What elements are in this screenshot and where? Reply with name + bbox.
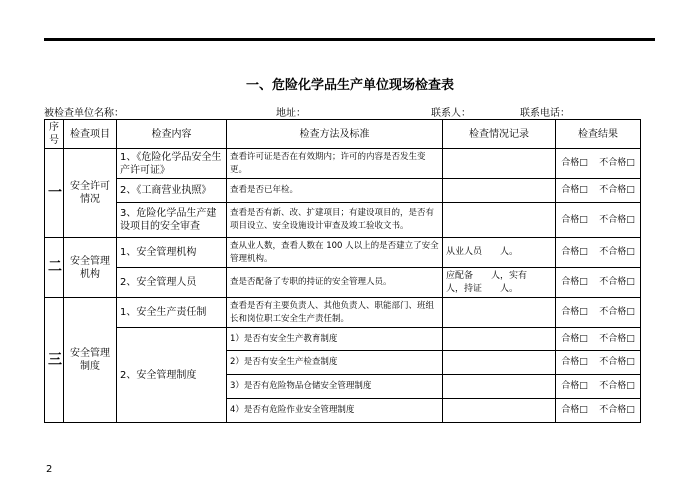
inspection-table [44, 119, 641, 423]
check-content: 2、安全管理人员 [117, 268, 227, 298]
section-item: 安全管理机构 [64, 238, 117, 298]
check-result [556, 238, 641, 268]
header-item: 检查项目 [64, 120, 117, 149]
fail-checkbox[interactable]: 不合格□ [599, 405, 635, 415]
section-number: 三 [45, 298, 64, 423]
pass-checkbox[interactable]: 合格□ [561, 357, 588, 367]
table-row [45, 149, 641, 179]
check-record[interactable] [443, 399, 556, 423]
check-result [556, 203, 641, 238]
check-record[interactable] [443, 203, 556, 238]
pass-checkbox[interactable]: 合格□ [561, 158, 588, 168]
check-record[interactable] [443, 149, 556, 179]
table-row [45, 203, 641, 238]
fail-checkbox[interactable]: 不合格□ [599, 277, 635, 287]
section-number: 一 [45, 149, 64, 238]
section-item: 安全管理制度 [64, 298, 117, 423]
check-record[interactable] [443, 328, 556, 351]
check-record[interactable]: 应配备 人，实有 人，持证 人。 [443, 268, 556, 298]
fail-checkbox[interactable]: 不合格□ [599, 247, 635, 257]
pass-checkbox[interactable]: 合格□ [561, 405, 588, 415]
check-method: 1）是否有安全生产教育制度 [227, 328, 443, 351]
pass-checkbox[interactable]: 合格□ [561, 185, 588, 195]
fail-checkbox[interactable]: 不合格□ [599, 214, 635, 225]
header-seq: 序号 [45, 120, 64, 149]
check-result [556, 399, 641, 423]
check-method: 2）是否有安全生产检查制度 [227, 351, 443, 375]
check-result [556, 351, 641, 375]
top-rule [44, 38, 655, 41]
check-content: 1、《危险化学品安全生产许可证》 [117, 149, 227, 179]
page-number: 2 [46, 464, 53, 475]
check-content: 1、安全管理机构 [117, 238, 227, 268]
header-record: 检查情况记录 [443, 120, 556, 149]
check-record[interactable] [443, 375, 556, 399]
table-header-row [45, 120, 641, 149]
check-content: 2、《工商营业执照》 [117, 179, 227, 203]
check-method: 查是否配备了专职的持证的安全管理人员。 [227, 268, 443, 298]
pass-checkbox[interactable]: 合格□ [561, 247, 588, 257]
phone-label: 联系电话： [520, 108, 570, 119]
check-record[interactable] [443, 351, 556, 375]
check-method: 查看是否已年检。 [227, 179, 443, 203]
check-result [556, 179, 641, 203]
table-row [45, 328, 641, 351]
check-content: 1、安全生产责任制 [117, 298, 227, 328]
check-method: 查看许可证是否在有效期内；许可的内容是否发生变更。 [227, 149, 443, 179]
section-number: 二 [45, 238, 64, 298]
contact-label: 联系人： [431, 108, 471, 119]
check-method: 4）是否有危险作业安全管理制度 [227, 399, 443, 423]
check-method: 3）是否有危险物品仓储安全管理制度 [227, 375, 443, 399]
check-method: 查看是否有主要负责人、其他负责人、职能部门、班组长和岗位职工安全生产责任制。 [227, 298, 443, 328]
check-content: 2、安全管理制度 [117, 328, 227, 423]
fail-checkbox[interactable]: 不合格□ [599, 185, 635, 195]
pass-checkbox[interactable]: 合格□ [561, 277, 588, 287]
check-result [556, 328, 641, 351]
check-record[interactable]: 从业人员 人。 [443, 238, 556, 268]
header-method: 检查方法及标准 [227, 120, 443, 149]
header-result: 检查结果 [556, 120, 641, 149]
pass-checkbox[interactable]: 合格□ [561, 381, 588, 391]
check-result [556, 298, 641, 328]
check-method: 查看是否有新、改、扩建项目；有建设项目的，是否有项目设立、安全设施设计审查及竣工验收文书。 [227, 203, 443, 238]
pass-checkbox[interactable]: 合格□ [561, 214, 588, 225]
check-record[interactable] [443, 298, 556, 328]
fail-checkbox[interactable]: 不合格□ [599, 357, 635, 367]
section-item: 安全许可情况 [64, 149, 117, 238]
fail-checkbox[interactable]: 不合格□ [599, 307, 635, 317]
address-label: 地址： [276, 108, 306, 119]
table-row [45, 298, 641, 328]
table-row [45, 179, 641, 203]
table-row [45, 268, 641, 298]
pass-checkbox[interactable]: 合格□ [561, 307, 588, 317]
page-title: 一、危险化学品生产单位现场检查表 [245, 78, 454, 93]
unit-name-label: 被检查单位名称： [44, 108, 124, 119]
check-content: 3、危险化学品生产建设项目的安全审查 [117, 203, 227, 238]
fail-checkbox[interactable]: 不合格□ [599, 381, 635, 391]
check-result [556, 268, 641, 298]
check-record[interactable] [443, 179, 556, 203]
check-method: 查从业人数，查看人数在 100 人以上的是否建立了安全管理机构。 [227, 238, 443, 268]
check-result [556, 149, 641, 179]
pass-checkbox[interactable]: 合格□ [561, 333, 588, 344]
fail-checkbox[interactable]: 不合格□ [599, 333, 635, 344]
fail-checkbox[interactable]: 不合格□ [599, 158, 635, 168]
table-row [45, 238, 641, 268]
header-content: 检查内容 [117, 120, 227, 149]
check-result [556, 375, 641, 399]
